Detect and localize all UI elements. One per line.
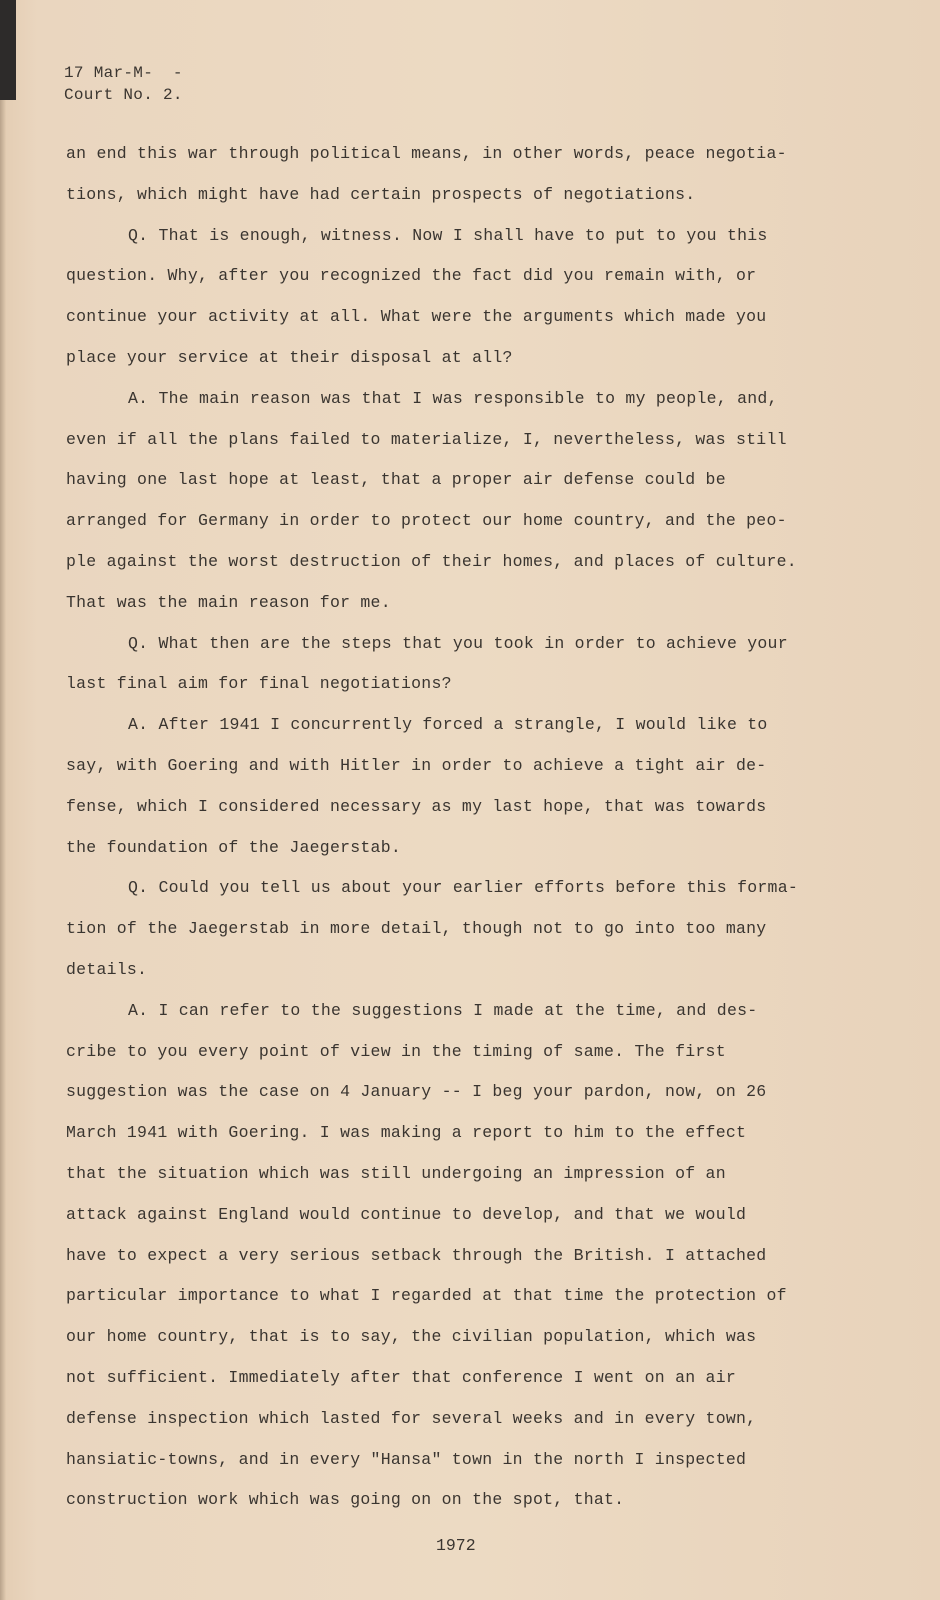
text-line: even if all the plans failed to materialize, I, nevertheless, was still: [66, 429, 787, 449]
document-header: [64, 62, 183, 106]
question-line: Q. That is enough, witness. Now I shall have to put to you this: [128, 225, 768, 245]
text-line: That was the main reason for me.: [66, 592, 391, 612]
text-line: having one last hope at least, that a proper air defense could be: [66, 470, 726, 490]
scan-edge-shadow: [0, 100, 6, 1600]
text-line: attack against England would continue to develop, and that we would: [66, 1204, 747, 1224]
page-number: 1972: [436, 1536, 476, 1555]
answer-line: A. The main reason was that I was responsible to my people, and,: [128, 388, 778, 408]
text-line: last final aim for final negotiations?: [66, 674, 452, 694]
text-line: construction work which was going on on the spot, that.: [66, 1490, 625, 1510]
text-line: hansiatic-towns, and in every "Hansa" town in the north I inspected: [66, 1449, 747, 1469]
text-line: particular importance to what I regarded at that time the protection of: [66, 1286, 787, 1306]
text-line: not sufficient. Immediately after that conference I went on an air: [66, 1367, 737, 1387]
text-line: continue your activity at all. What were the arguments which made you: [66, 307, 767, 327]
text-line: defense inspection which lasted for several weeks and in every town,: [66, 1408, 757, 1428]
text-line: suggestion was the case on 4 January -- I beg your pardon, now, on 26: [66, 1082, 767, 1102]
text-line: arranged for Germany in order to protect our home country, and the peo-: [66, 511, 787, 531]
text-line: tions, which might have had certain prospects of negotiations.: [66, 184, 696, 204]
scan-edge-dark: [0, 0, 16, 100]
text-line: place your service at their disposal at all?: [66, 347, 513, 367]
question-line: Q. What then are the steps that you took in order to achieve your: [128, 633, 788, 653]
text-line: an end this war through political means, in other words, peace negotia-: [66, 144, 787, 163]
court-number: Court No. 2.: [64, 86, 183, 104]
text-line: ple against the worst destruction of their homes, and places of culture.: [66, 551, 797, 571]
text-line: that the situation which was still undergoing an impression of an: [66, 1163, 726, 1183]
text-line: say, with Goering and with Hitler in order to achieve a tight air de-: [66, 755, 767, 775]
text-line: question. Why, after you recognized the fact did you remain with, or: [66, 266, 757, 286]
text-line: details.: [66, 959, 148, 979]
text-line: March 1941 with Goering. I was making a report to him to the effect: [66, 1123, 747, 1143]
question-line: Q. Could you tell us about your earlier efforts before this forma-: [128, 878, 799, 898]
text-line: have to expect a very serious setback through the British. I attached: [66, 1245, 767, 1265]
text-line: the foundation of the Jaegerstab.: [66, 837, 402, 857]
answer-line: A. I can refer to the suggestions I made at the time, and des-: [128, 1000, 758, 1020]
transcript-body: [66, 134, 826, 1521]
text-line: fense, which I considered necessary as my last hope, that was towards: [66, 796, 767, 816]
text-line: our home country, that is to say, the civilian population, which was: [66, 1327, 757, 1347]
text-line: tion of the Jaegerstab in more detail, though not to go into too many: [66, 919, 767, 939]
text-line: cribe to you every point of view in the timing of same. The first: [66, 1041, 726, 1061]
answer-line: A. After 1941 I concurrently forced a strangle, I would like to: [128, 715, 768, 735]
date-reference: 17 Mar-M- -: [64, 64, 183, 82]
